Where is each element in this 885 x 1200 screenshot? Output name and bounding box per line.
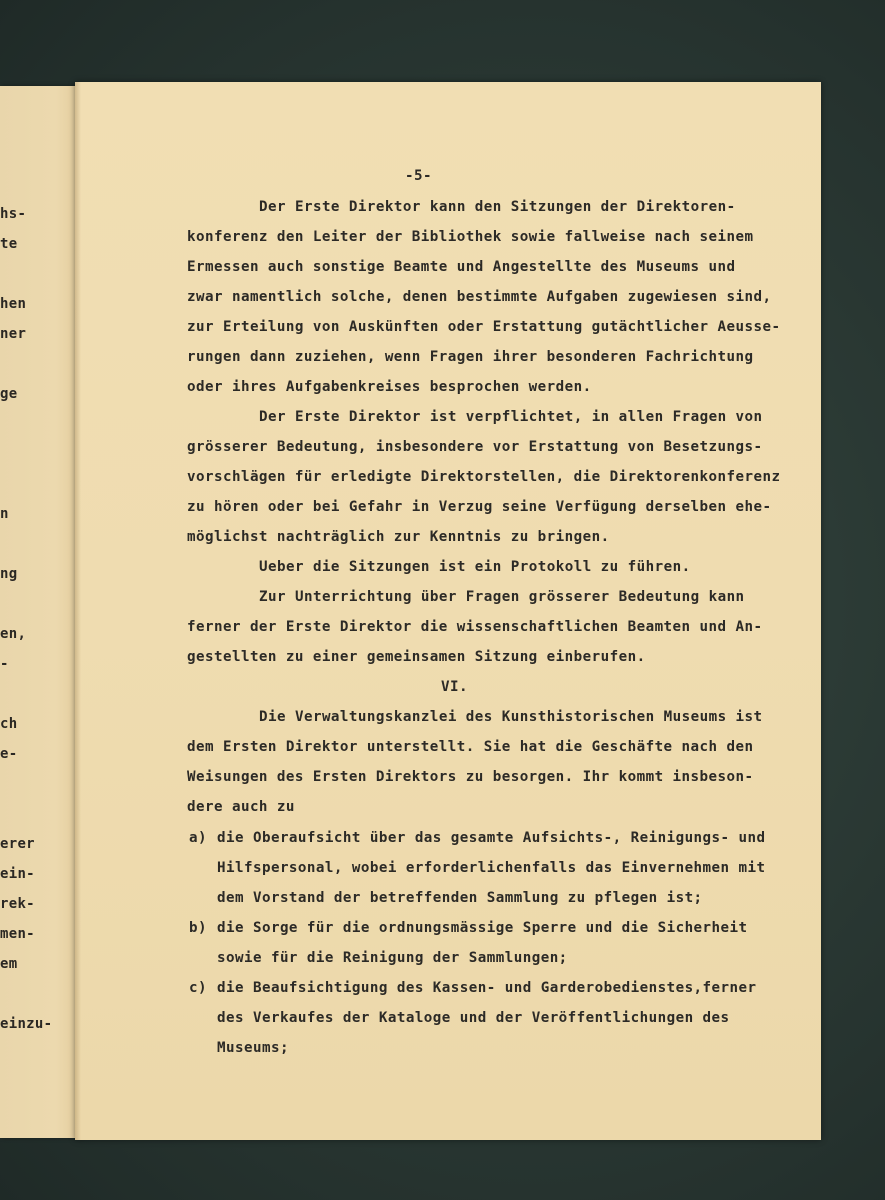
text-line: Ueber die Sitzungen ist ein Protokoll zu führen. (259, 559, 691, 575)
text-line: zu hören oder bei Gefahr in Verzug seine Verfügung derselben ehe- (187, 499, 772, 515)
text-line: Der Erste Direktor kann den Sitzungen der Direktoren- (259, 199, 736, 215)
text-line: oder ihres Aufgabenkreises besprochen werden. (187, 379, 592, 395)
previous-page-edge (0, 86, 80, 1138)
list-marker: b) (189, 920, 207, 936)
list-marker: c) (189, 980, 207, 996)
left-page-fragment: en, (0, 626, 27, 642)
left-page-fragment: hen (0, 296, 27, 312)
text-line: dere auch zu (187, 799, 295, 815)
text-line: Der Erste Direktor ist verpflichtet, in allen Fragen von (259, 409, 763, 425)
text-line: dem Ersten Direktor unterstellt. Sie hat die Geschäfte nach den (187, 739, 754, 755)
left-page-fragment: rek- (0, 896, 35, 912)
left-page-fragment: - (0, 656, 9, 672)
left-page-fragment: ner (0, 326, 27, 342)
text-line: konferenz den Leiter der Bibliothek sowie fallweise nach seinem (187, 229, 754, 245)
left-page-fragment: ch (0, 716, 18, 732)
text-line: Ermessen auch sonstige Beamte und Angestellte des Museums und (187, 259, 736, 275)
list-item-line: die Beaufsichtigung des Kassen- und Garderobedienstes,ferner (217, 980, 757, 996)
list-item-line: Museums; (217, 1040, 289, 1056)
text-line: ferner der Erste Direktor die wissenschaftlichen Beamten und An- (187, 619, 763, 635)
left-page-fragment: ein- (0, 866, 35, 882)
text-line: möglichst nachträglich zur Kenntnis zu bringen. (187, 529, 610, 545)
text-line: gestellten zu einer gemeinsamen Sitzung einberufen. (187, 649, 646, 665)
list-item-line: die Oberaufsicht über das gesamte Aufsichts-, Reinigungs- und (217, 830, 766, 846)
list-marker: a) (189, 830, 207, 846)
document-page (75, 82, 821, 1140)
text-line: grösserer Bedeutung, insbesondere vor Erstattung von Besetzungs- (187, 439, 763, 455)
left-page-fragment: men- (0, 926, 35, 942)
text-line: rungen dann zuziehen, wenn Fragen ihrer besonderen Fachrichtung (187, 349, 754, 365)
left-page-fragment: em (0, 956, 18, 972)
left-page-fragment: n (0, 506, 9, 522)
list-item-line: des Verkaufes der Kataloge und der Veröffentlichungen des (217, 1010, 730, 1026)
text-line: Weisungen des Ersten Direktors zu besorgen. Ihr kommt insbeson- (187, 769, 754, 785)
section-heading: VI. (441, 679, 468, 695)
left-page-fragment: ge (0, 386, 18, 402)
list-item-line: sowie für die Reinigung der Sammlungen; (217, 950, 568, 966)
text-line: zur Erteilung von Auskünften oder Erstattung gutächtlicher Aeusse- (187, 319, 781, 335)
text-line: Die Verwaltungskanzlei des Kunsthistorischen Museums ist (259, 709, 763, 725)
text-line: Zur Unterrichtung über Fragen grösserer Bedeutung kann (259, 589, 745, 605)
left-page-fragment: hs- (0, 206, 27, 222)
list-item-line: Hilfspersonal, wobei erforderlichenfalls das Einvernehmen mit (217, 860, 766, 876)
list-item-line: die Sorge für die ordnungsmässige Sperre und die Sicherheit (217, 920, 748, 936)
left-page-fragment: ng (0, 566, 18, 582)
left-page-fragment: te (0, 236, 18, 252)
list-item-line: dem Vorstand der betreffenden Sammlung zu pflegen ist; (217, 890, 703, 906)
text-line: vorschlägen für erledigte Direktorstellen, die Direktorenkonferenz (187, 469, 781, 485)
left-page-fragment: erer (0, 836, 35, 852)
left-page-fragment: e- (0, 746, 18, 762)
text-line: zwar namentlich solche, denen bestimmte Aufgaben zugewiesen sind, (187, 289, 772, 305)
left-page-fragment: einzu- (0, 1016, 53, 1032)
page-number: -5- (405, 168, 432, 184)
